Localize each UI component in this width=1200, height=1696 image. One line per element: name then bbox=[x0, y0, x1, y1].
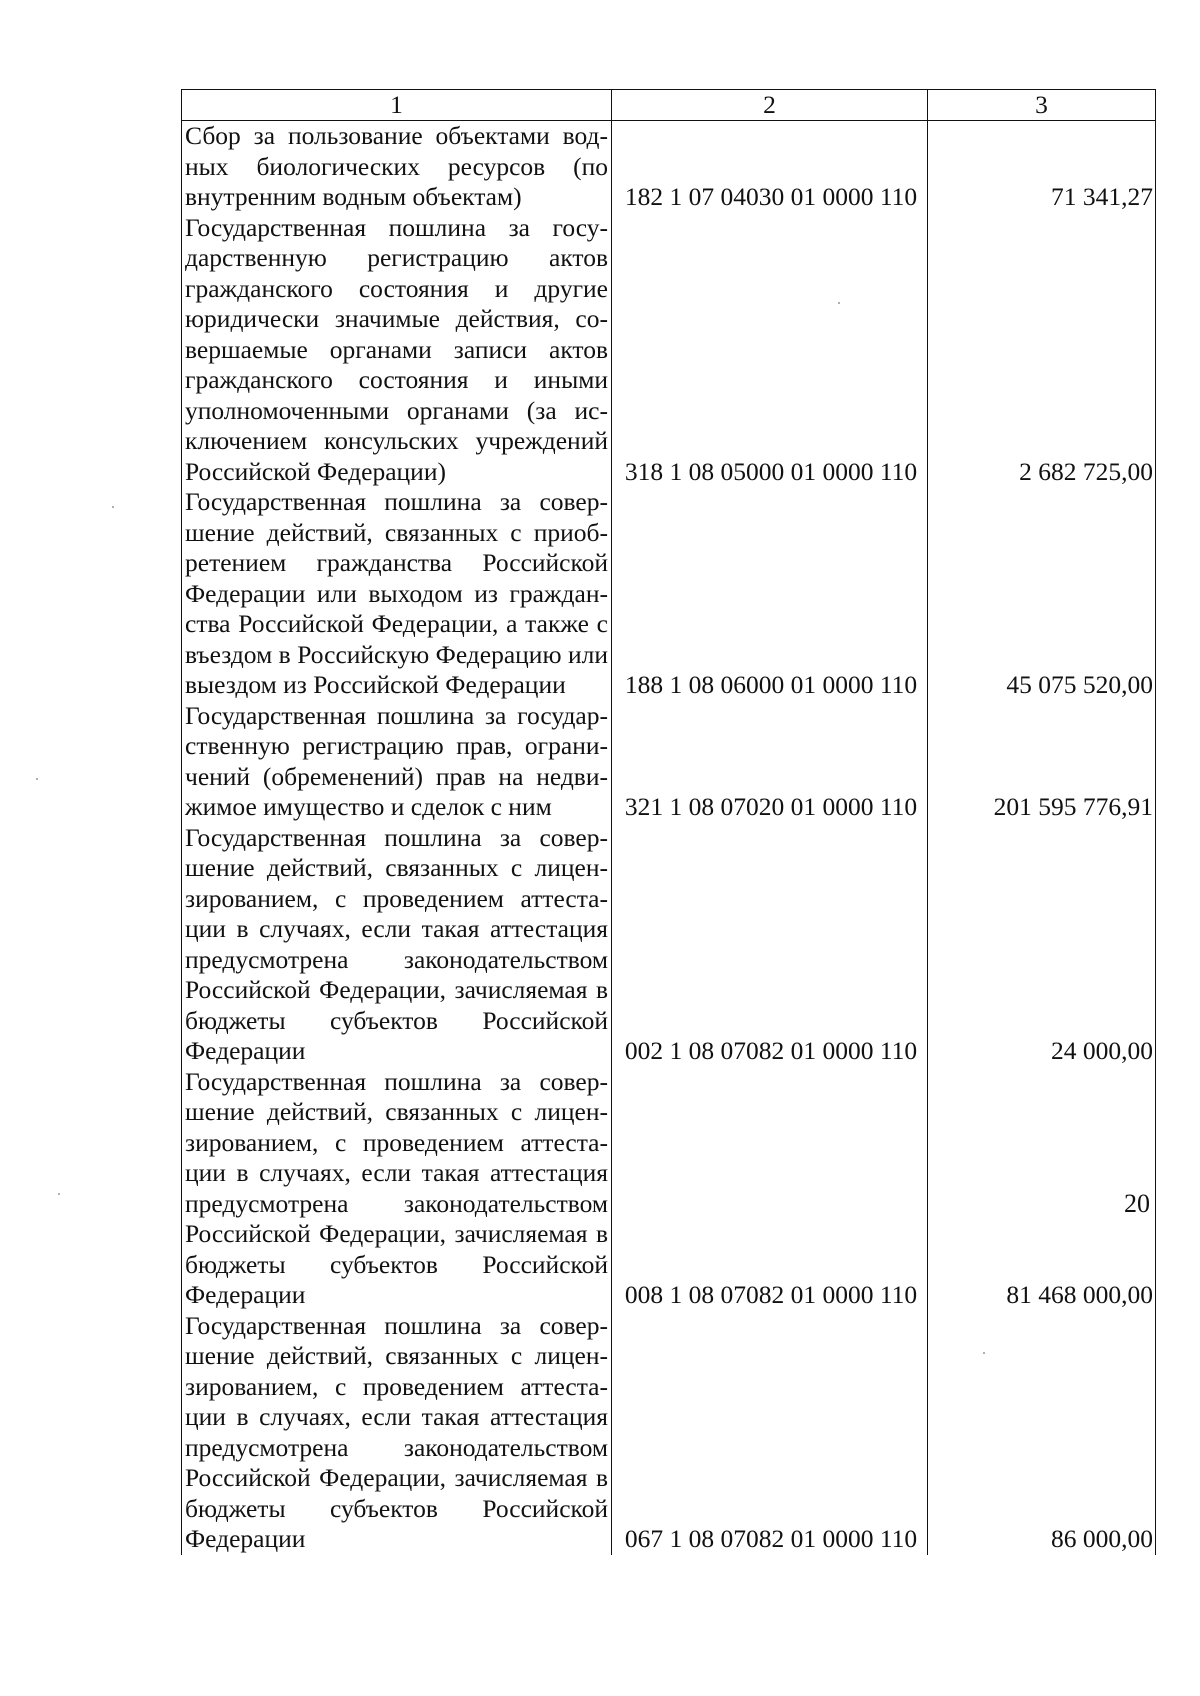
budget-code-cell: 067 1 08 07082 01 0000 110 bbox=[612, 1311, 928, 1555]
amount-cell: 201 595 776,91 bbox=[928, 701, 1156, 823]
amount-cell: 2 682 725,00 bbox=[928, 213, 1156, 488]
amount-cell: 45 075 520,00 bbox=[928, 487, 1156, 701]
income-name-cell: Сбор за пользование объектами водных биологических ресурсов (по внутренним водным объектам) bbox=[182, 121, 612, 213]
income-name-cell: Государственная пошлина за совершение действий, связанных с лицензированием, с проведением аттестации в случаях, если такая аттестация предусмотрена законодательством Российской Федерации, зачисляемая в бюджеты субъектов Российской Федерации bbox=[182, 1311, 612, 1555]
income-name-cell: Государственная пошлина за совершение действий, связанных с лицензированием, с проведением аттестации в случаях, если такая аттестация предусмотрена законодательством Российской Федерации, зачисляемая в бюджеты субъектов Российской Федерации bbox=[182, 1067, 612, 1311]
budget-code-cell: 008 1 08 07082 01 0000 110 bbox=[612, 1067, 928, 1311]
table-header bbox=[182, 90, 1156, 121]
table-row bbox=[182, 1311, 1156, 1555]
table-row bbox=[182, 487, 1156, 701]
table-row bbox=[182, 121, 1156, 213]
scan-speck bbox=[58, 1193, 60, 1195]
scan-speck bbox=[36, 778, 38, 780]
amount-cell: 71 341,27 bbox=[928, 121, 1156, 213]
budget-code-cell: 188 1 08 06000 01 0000 110 bbox=[612, 487, 928, 701]
table-row bbox=[182, 823, 1156, 1067]
amount-cell: 24 000,00 bbox=[928, 823, 1156, 1067]
budget-code-cell: 321 1 08 07020 01 0000 110 bbox=[612, 701, 928, 823]
scan-speck bbox=[983, 1352, 985, 1354]
budget-code-cell: 002 1 08 07082 01 0000 110 bbox=[612, 823, 928, 1067]
income-name-cell: Государственная пошлина за совершение действий, связанных с лицензированием, с проведением аттестации в случаях, если такая аттестация предусмотрена законодательством Российской Федерации, зачисляемая в бюджеты субъектов Российской Федерации bbox=[182, 823, 612, 1067]
column-header-2: 2 bbox=[612, 90, 928, 121]
scan-speck bbox=[838, 302, 840, 304]
budget-code-cell: 318 1 08 05000 01 0000 110 bbox=[612, 213, 928, 488]
table-row bbox=[182, 701, 1156, 823]
income-name-cell: Государственная пошлина за государственную регистрацию актов гражданского состояния и другие юридически значимые действия, совершаемые органами записи актов гражданского состояния и иными уполномоченными органами (за исключением консульских учреждений Российской Федерации) bbox=[182, 213, 612, 488]
income-name-cell: Государственная пошлина за государственную регистрацию прав, ограничений (обременений) прав на недвижимое имущество и сделок с ним bbox=[182, 701, 612, 823]
income-name-cell: Государственная пошлина за совершение действий, связанных с приобретением гражданства Российской Федерации или выходом из гражданства Российской Федерации, а также с въездом в Российскую Федерацию или выездом из Российской Федерации bbox=[182, 487, 612, 701]
table-row bbox=[182, 1067, 1156, 1311]
table-body bbox=[182, 121, 1156, 1555]
column-header-1: 1 bbox=[182, 90, 612, 121]
amount-cell: 81 468 000,00 bbox=[928, 1067, 1156, 1311]
amount-cell: 86 000,00 bbox=[928, 1311, 1156, 1555]
table-row bbox=[182, 213, 1156, 488]
revenue-table bbox=[181, 89, 1156, 1555]
scan-speck bbox=[112, 506, 114, 508]
column-header-3: 3 bbox=[928, 90, 1156, 121]
budget-code-cell: 182 1 07 04030 01 0000 110 bbox=[612, 121, 928, 213]
page-number: 20 bbox=[1124, 1189, 1150, 1218]
